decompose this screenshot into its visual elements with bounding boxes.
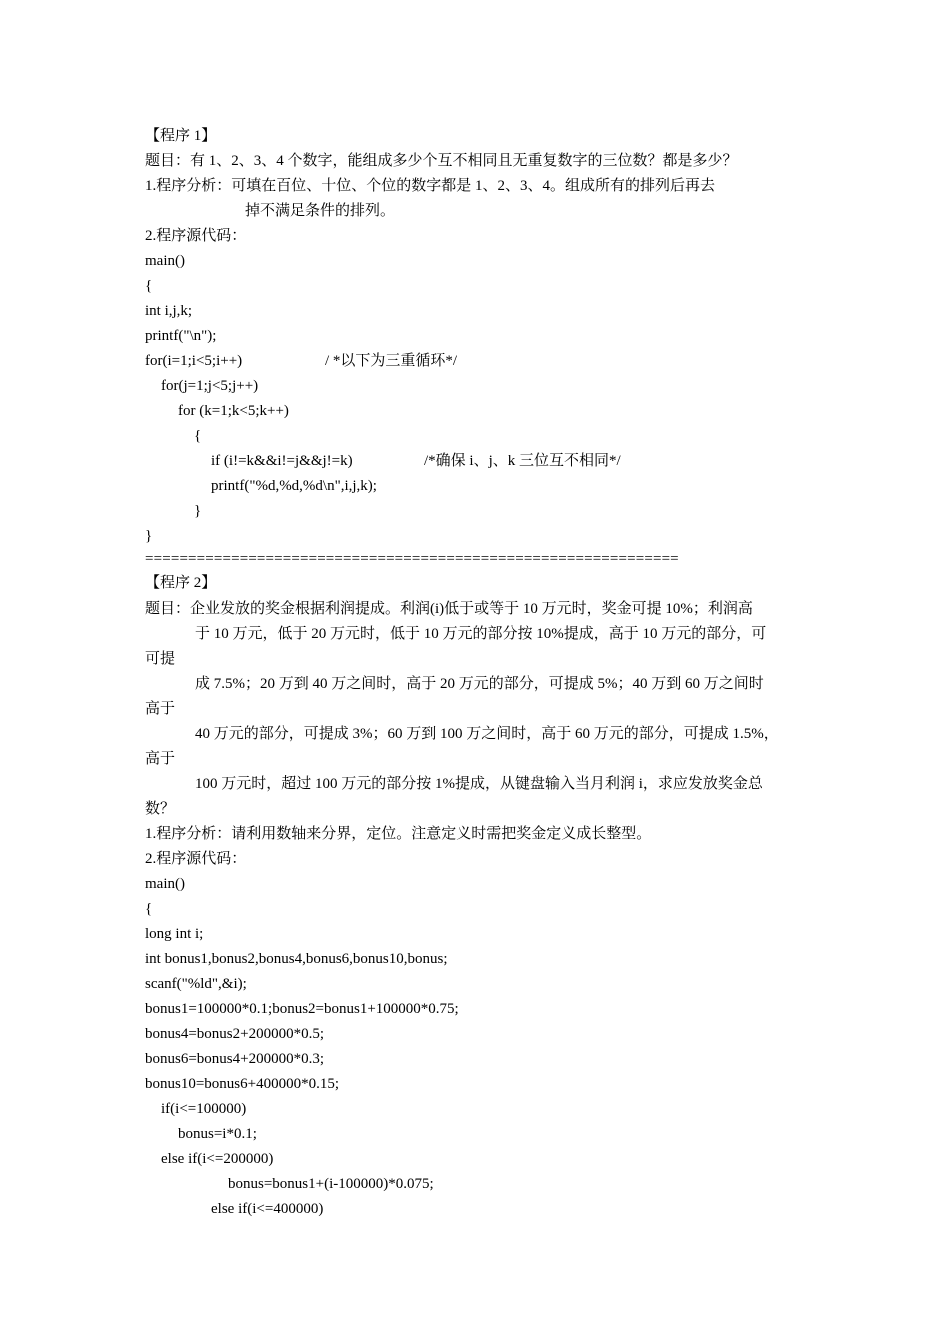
code-line: } — [145, 528, 153, 544]
code-line: bonus10=bonus6+400000*0.15; — [145, 1076, 340, 1092]
code-line: int i,j,k; — [145, 303, 193, 319]
code-line: int bonus1,bonus2,bonus4,bonus6,bonus10,bonus; — [145, 951, 448, 967]
code-line: bonus4=bonus2+200000*0.5; — [145, 1026, 325, 1042]
code-comment: / *以下为三重循环*/ — [325, 353, 458, 369]
section-heading-program-1: 【程序 1】 — [145, 128, 217, 144]
section-separator: ============================================================== — [145, 551, 679, 567]
code-line: for(j=1;j<5;j++) — [161, 378, 259, 394]
code-line: bonus6=bonus4+200000*0.3; — [145, 1051, 325, 1067]
problem-statement-continued: 可提 — [145, 651, 176, 667]
analysis-text: 1.程序分析：可填在百位、十位、个位的数字都是 1、2、3、4。组成所有的排列后再去 — [145, 178, 716, 194]
code-comment: /*确保 i、j、k 三位互不相同*/ — [424, 453, 621, 469]
problem-statement-continued: 数？ — [145, 801, 176, 817]
problem-statement-continued: 高于 — [145, 751, 176, 767]
source-code-heading: 2.程序源代码： — [145, 851, 247, 867]
code-line: else if(i<=200000) — [161, 1151, 274, 1167]
analysis-text: 1.程序分析：请利用数轴来分界，定位。注意定义时需把奖金定义成长整型。 — [145, 826, 652, 842]
code-line: bonus=bonus1+(i-100000)*0.075; — [228, 1176, 434, 1192]
code-line: long int i; — [145, 926, 204, 942]
code-line: printf("\n"); — [145, 328, 217, 344]
section-heading-program-2: 【程序 2】 — [145, 575, 217, 591]
code-line: { — [145, 901, 153, 917]
problem-statement-continued: 100 万元时，超过 100 万元的部分按 1%提成，从键盘输入当月利润 i，求应发放奖金总 — [195, 776, 763, 792]
code-line: if (i!=k&&i!=j&&j!=k) — [211, 453, 353, 469]
problem-statement-continued: 高于 — [145, 701, 176, 717]
code-line: scanf("%ld",&i); — [145, 976, 247, 992]
analysis-text-continued: 掉不满足条件的排列。 — [245, 203, 396, 219]
code-line: main() — [145, 253, 185, 269]
code-line: else if(i<=400000) — [211, 1201, 324, 1217]
problem-statement-continued: 成 7.5%；20 万到 40 万之间时，高于 20 万元的部分，可提成 5%；40 万到 60 万之间时 — [195, 676, 764, 692]
problem-statement-continued: 40 万元的部分，可提成 3%；60 万到 100 万之间时，高于 60 万元的部分，可提成 1.5%， — [195, 726, 779, 742]
problem-statement: 题目：企业发放的奖金根据利润提成。利润(i)低于或等于 10 万元时，奖金可提 10%；利润高 — [145, 601, 753, 617]
problem-statement: 题目：有 1、2、3、4 个数字，能组成多少个互不相同且无重复数字的三位数？都是多少？ — [145, 153, 738, 169]
code-line: for(i=1;i<5;i++) — [145, 353, 243, 369]
code-line: for (k=1;k<5;k++) — [178, 403, 289, 419]
problem-statement-continued: 于 10 万元，低于 20 万元时，低于 10 万元的部分按 10%提成，高于 10 万元的部分，可 — [195, 626, 767, 642]
code-line: { — [194, 428, 202, 444]
code-line: } — [194, 503, 202, 519]
code-line: main() — [145, 876, 185, 892]
code-line: bonus=i*0.1; — [178, 1126, 257, 1142]
code-line: { — [145, 278, 153, 294]
code-line: printf("%d,%d,%d\n",i,j,k); — [211, 478, 377, 494]
source-code-heading: 2.程序源代码： — [145, 228, 247, 244]
code-line: if(i<=100000) — [161, 1101, 247, 1117]
code-line: bonus1=100000*0.1;bonus2=bonus1+100000*0.75; — [145, 1001, 459, 1017]
